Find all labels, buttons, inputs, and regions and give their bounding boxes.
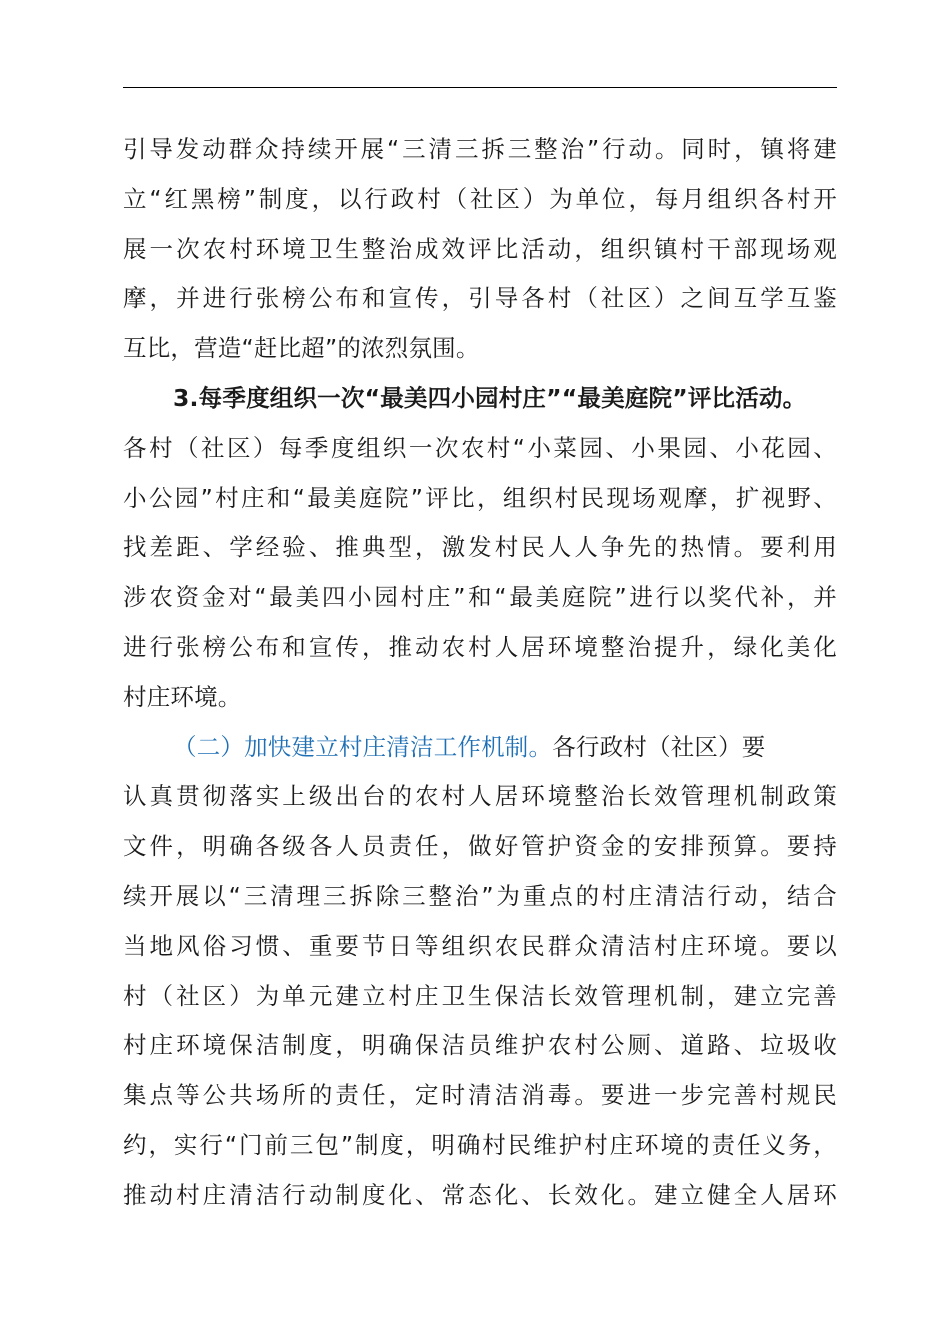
paragraph-line: 互比，营造“赶比超”的浓烈氛围。 (123, 334, 480, 363)
paragraph-line: 续开展以“三清理三拆除三整治”为重点的村庄清洁行动，结合 (123, 881, 837, 910)
paragraph-line: 展一次农村环境卫生整治成效评比活动，组织镇村干部现场观 (123, 234, 837, 263)
paragraph-line: 村庄环境保洁制度，明确保洁员维护农村公厕、道路、垃圾收 (123, 1031, 837, 1060)
paragraph-line: 各村（社区）每季度组织一次农村“小菜园、小果园、小花园、 (123, 433, 837, 462)
paragraph-line: 进行张榜公布和宣传，推动农村人居环境整治提升，绿化美化 (123, 632, 837, 661)
paragraph-line: 引导发动群众持续开展“三清三拆三整治”行动。同时，镇将建 (123, 135, 837, 163)
paragraph-line: 约，实行“门前三包”制度，明确村民维护村庄环境的责任义务， (123, 1130, 837, 1159)
paragraph-line: 当地风俗习惯、重要节日等组织农民群众清洁村庄环境。要以 (123, 931, 837, 960)
header-rule (123, 87, 837, 88)
paragraph-line: 涉农资金对“最美四小园村庄”和“最美庭院”进行以奖代补，并 (123, 583, 837, 612)
section-heading: 3.每季度组织一次“最美四小园村庄”“最美庭院”评比活动。 (173, 383, 807, 412)
paragraph-line: 集点等公共场所的责任，定时清洁消毒。要进一步完善村规民 (123, 1081, 837, 1110)
paragraph-line: 文件，明确各级各人员责任，做好管护资金的安排预算。要持 (123, 832, 837, 861)
section-heading: （二）加快建立村庄清洁工作机制。 (173, 732, 553, 761)
paragraph-line: 推动村庄清洁行动制度化、常态化、长效化。建立健全人居环 (123, 1180, 837, 1209)
paragraph-line: 摩，并进行张榜公布和宣传，引导各村（社区）之间互学互鉴 (123, 284, 837, 313)
document-body (123, 125, 837, 1221)
paragraph-line: 找差距、学经验、推典型，激发村民人人争先的热情。要利用 (123, 533, 837, 562)
paragraph-line: 小公园”村庄和“最美庭院”评比，组织村民现场观摩，扩视野、 (123, 483, 837, 512)
paragraph-line: 认真贯彻落实上级出台的农村人居环境整治长效管理机制政策 (123, 782, 837, 811)
paragraph-text: 各行政村（社区）要 (552, 732, 766, 761)
paragraph-line: 村庄环境。 (123, 682, 242, 711)
paragraph-line: 村（社区）为单元建立村庄卫生保洁长效管理机制，建立完善 (123, 981, 837, 1010)
section-heading-line (123, 723, 837, 773)
paragraph-line: 立“红黑榜”制度，以行政村（社区）为单位，每月组织各村开 (123, 184, 837, 213)
